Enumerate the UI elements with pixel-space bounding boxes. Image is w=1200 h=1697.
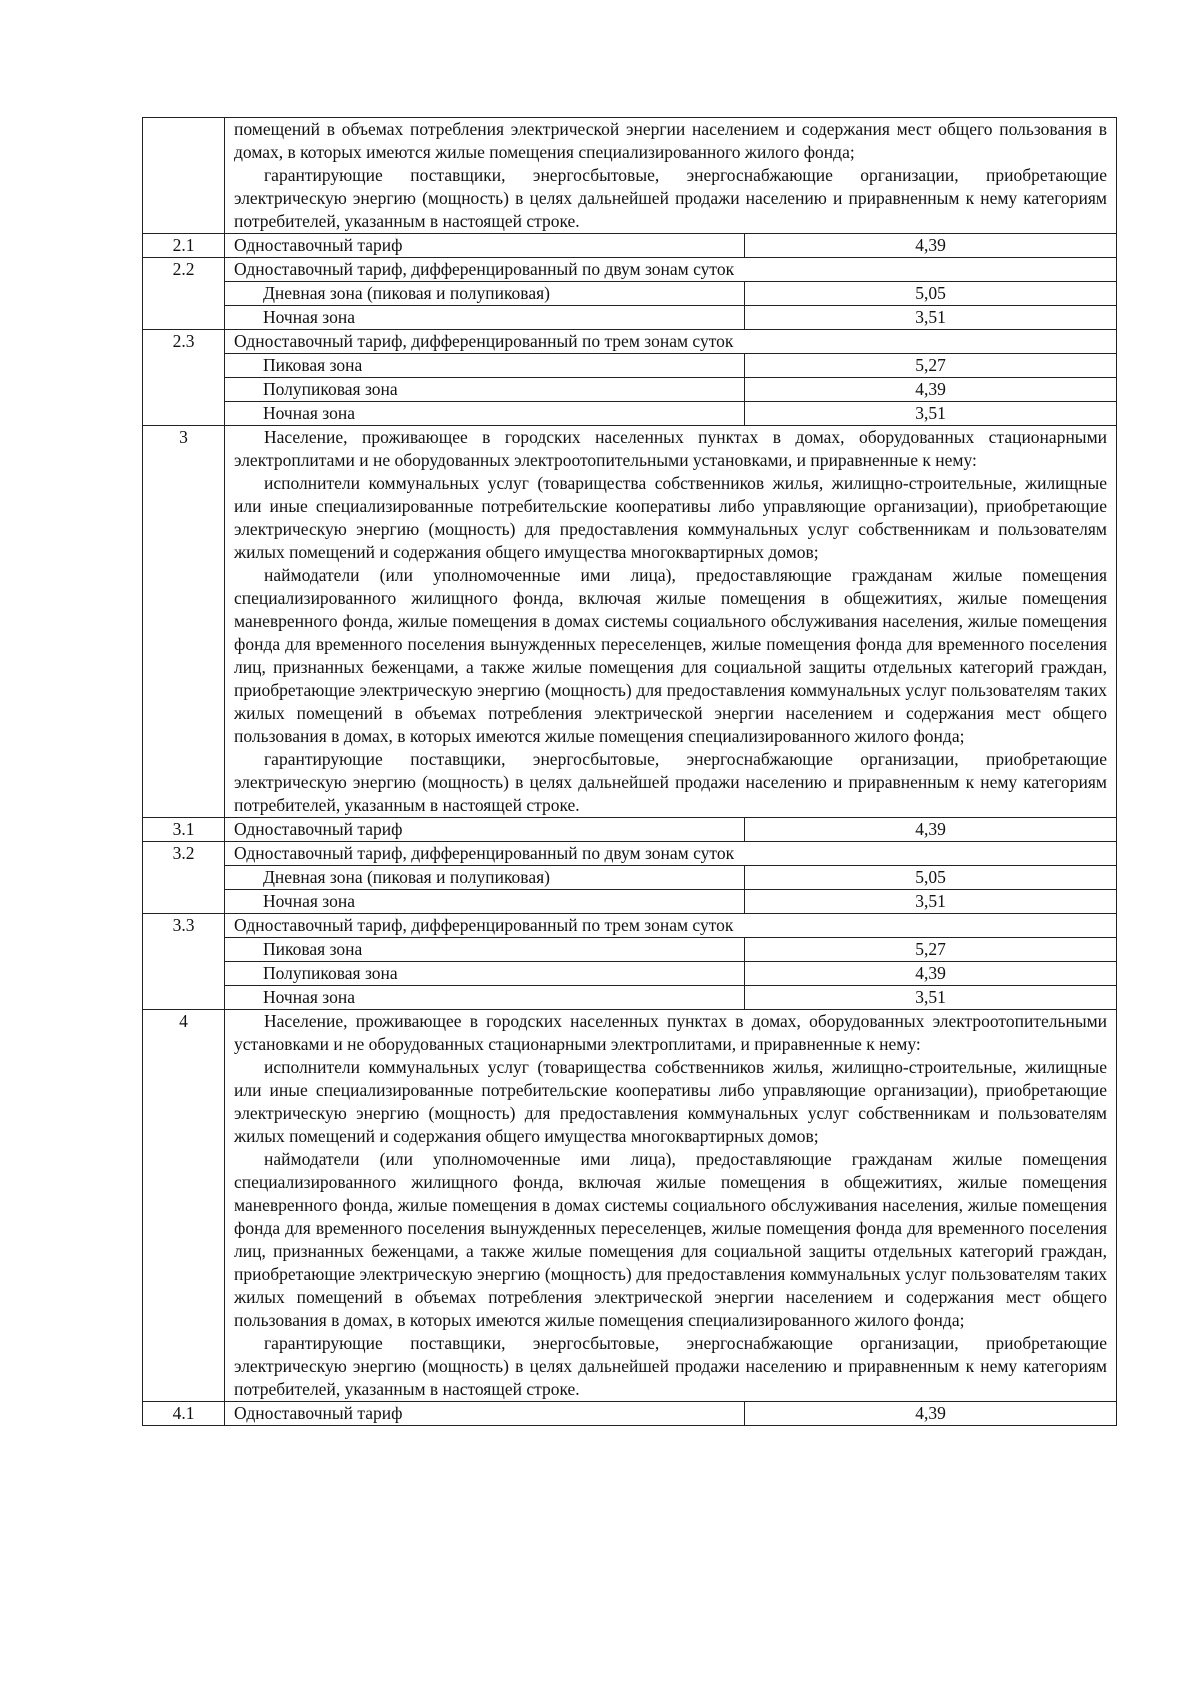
zone-label: Ночная зона xyxy=(225,306,745,330)
tariff-value: 3,51 xyxy=(745,890,1117,914)
tariff-label: Одноставочный тариф, дифференцированный по трем зонам суток xyxy=(225,330,1117,354)
table-row xyxy=(143,890,1117,914)
table-row xyxy=(143,118,1117,234)
table-row xyxy=(143,234,1117,258)
zone-label: Пиковая зона xyxy=(225,938,745,962)
tariff-table xyxy=(142,117,1117,1426)
table-row xyxy=(143,306,1117,330)
row-number: 2.3 xyxy=(143,330,225,426)
zone-label: Полупиковая зона xyxy=(225,378,745,402)
zone-label: Ночная зона xyxy=(225,890,745,914)
row-description-cell xyxy=(225,1010,1117,1402)
tariff-value: 4,39 xyxy=(745,1402,1117,1426)
row-number: 3.1 xyxy=(143,818,225,842)
row-number: 3.3 xyxy=(143,914,225,1010)
table-row xyxy=(143,1010,1117,1402)
tariff-label: Одноставочный тариф, дифференцированный по двум зонам суток xyxy=(225,258,1117,282)
zone-label: Дневная зона (пиковая и полупиковая) xyxy=(225,866,745,890)
paragraph: помещений в объемах потребления электрической энергии населением и содержания мест общего пользования в домах, в которых имеются жилые помещения специализированного жилого фонда; xyxy=(234,119,1108,162)
table-row xyxy=(143,354,1117,378)
tariff-value: 3,51 xyxy=(745,986,1117,1010)
tariff-value: 5,27 xyxy=(745,938,1117,962)
tariff-label: Одноставочный тариф xyxy=(225,234,745,258)
paragraph: Население, проживающее в городских населенных пунктах в домах, оборудованных стационарными электроплитами и не оборудованных электроотопительными установками, и приравненные к нему: xyxy=(234,427,1108,470)
tariff-label: Одноставочный тариф, дифференцированный по двум зонам суток xyxy=(225,842,1117,866)
row-description-cell xyxy=(225,426,1117,818)
tariff-value: 3,51 xyxy=(745,402,1117,426)
zone-label: Ночная зона xyxy=(225,402,745,426)
table-row xyxy=(143,938,1117,962)
zone-label: Полупиковая зона xyxy=(225,962,745,986)
row-number: 3.2 xyxy=(143,842,225,914)
paragraph: гарантирующие поставщики, энергосбытовые, энергоснабжающие организации, приобретающие электрическую энергию (мощность) в целях дальнейшей продажи населению и приравненным к нему категориям потребителей, указанным в настоящей строке. xyxy=(234,749,1108,815)
row-number: 3 xyxy=(143,426,225,818)
tariff-value: 3,51 xyxy=(745,306,1117,330)
row-number: 4 xyxy=(143,1010,225,1402)
table-row xyxy=(143,330,1117,354)
tariff-value: 4,39 xyxy=(745,234,1117,258)
tariff-value: 4,39 xyxy=(745,378,1117,402)
zone-label: Ночная зона xyxy=(225,986,745,1010)
row-description-cell xyxy=(225,118,1117,234)
paragraph: исполнители коммунальных услуг (товарищества собственников жилья, жилищно-строительные, жилищные или иные специализированные потребительские кооперативы либо управляющие организации), приобретающие электрическую энергию (мощность) для предоставления коммунальных услуг собственникам и пользователям жилых помещений и содержания общего имущества многоквартирных домов; xyxy=(234,473,1108,562)
paragraph: исполнители коммунальных услуг (товарищества собственников жилья, жилищно-строительные, жилищные или иные специализированные потребительские кооперативы либо управляющие организации), приобретающие электрическую энергию (мощность) для предоставления коммунальных услуг собственникам и пользователям жилых помещений и содержания общего имущества многоквартирных домов; xyxy=(234,1057,1108,1146)
table-row xyxy=(143,258,1117,282)
row-number: 4.1 xyxy=(143,1402,225,1426)
tariff-value: 4,39 xyxy=(745,818,1117,842)
paragraph: гарантирующие поставщики, энергосбытовые, энергоснабжающие организации, приобретающие электрическую энергию (мощность) в целях дальнейшей продажи населению и приравненным к нему категориям потребителей, указанным в настоящей строке. xyxy=(234,1333,1108,1399)
table-row xyxy=(143,842,1117,866)
table-row xyxy=(143,962,1117,986)
tariff-label: Одноставочный тариф xyxy=(225,1402,745,1426)
zone-label: Пиковая зона xyxy=(225,354,745,378)
table-row xyxy=(143,426,1117,818)
tariff-value: 5,05 xyxy=(745,866,1117,890)
tariff-value: 5,27 xyxy=(745,354,1117,378)
row-number: 2.1 xyxy=(143,234,225,258)
tariff-label: Одноставочный тариф, дифференцированный по трем зонам суток xyxy=(225,914,1117,938)
row-number-cell xyxy=(143,118,225,234)
paragraph: наймодатели (или уполномоченные ими лица), предоставляющие гражданам жилые помещения специализированного жилищного фонда, включая жилые помещения в общежитиях, жилые помещения маневренного фонда, жилые помещения в домах системы социального обслуживания населения, жилые помещения фонда для временного поселения вынужденных переселенцев, жилые помещения фонда для временного поселения лиц, признанных беженцами, а также жилые помещения для социальной защиты отдельных категорий граждан, приобретающие электрическую энергию (мощность) для предоставления коммунальных услуг пользователям таких жилых помещений в объемах потребления электрической энергии населением и содержания мест общего пользования в домах, в которых имеются жилые помещения специализированного жилого фонда; xyxy=(234,1149,1108,1330)
tariff-label: Одноставочный тариф xyxy=(225,818,745,842)
paragraph: наймодатели (или уполномоченные ими лица), предоставляющие гражданам жилые помещения специализированного жилищного фонда, включая жилые помещения в общежитиях, жилые помещения маневренного фонда, жилые помещения в домах системы социального обслуживания населения, жилые помещения фонда для временного поселения вынужденных переселенцев, жилые помещения фонда для временного поселения лиц, признанных беженцами, а также жилые помещения для социальной защиты отдельных категорий граждан, приобретающие электрическую энергию (мощность) для предоставления коммунальных услуг пользователям таких жилых помещений в объемах потребления электрической энергии населением и содержания мест общего пользования в домах, в которых имеются жилые помещения специализированного жилого фонда; xyxy=(234,565,1108,746)
tariff-value: 5,05 xyxy=(745,282,1117,306)
table-row xyxy=(143,986,1117,1010)
table-row xyxy=(143,378,1117,402)
zone-label: Дневная зона (пиковая и полупиковая) xyxy=(225,282,745,306)
table-row xyxy=(143,818,1117,842)
paragraph: гарантирующие поставщики, энергосбытовые, энергоснабжающие организации, приобретающие электрическую энергию (мощность) в целях дальнейшей продажи населению и приравненным к нему категориям потребителей, указанным в настоящей строке. xyxy=(234,165,1108,231)
table-row xyxy=(143,282,1117,306)
row-number: 2.2 xyxy=(143,258,225,330)
table-row xyxy=(143,1402,1117,1426)
tariff-value: 4,39 xyxy=(745,962,1117,986)
table-row xyxy=(143,914,1117,938)
table-row xyxy=(143,402,1117,426)
table-row xyxy=(143,866,1117,890)
paragraph: Население, проживающее в городских населенных пунктах в домах, оборудованных электроотопительными установками и не оборудованных стационарными электроплитами, и приравненные к нему: xyxy=(234,1011,1108,1054)
